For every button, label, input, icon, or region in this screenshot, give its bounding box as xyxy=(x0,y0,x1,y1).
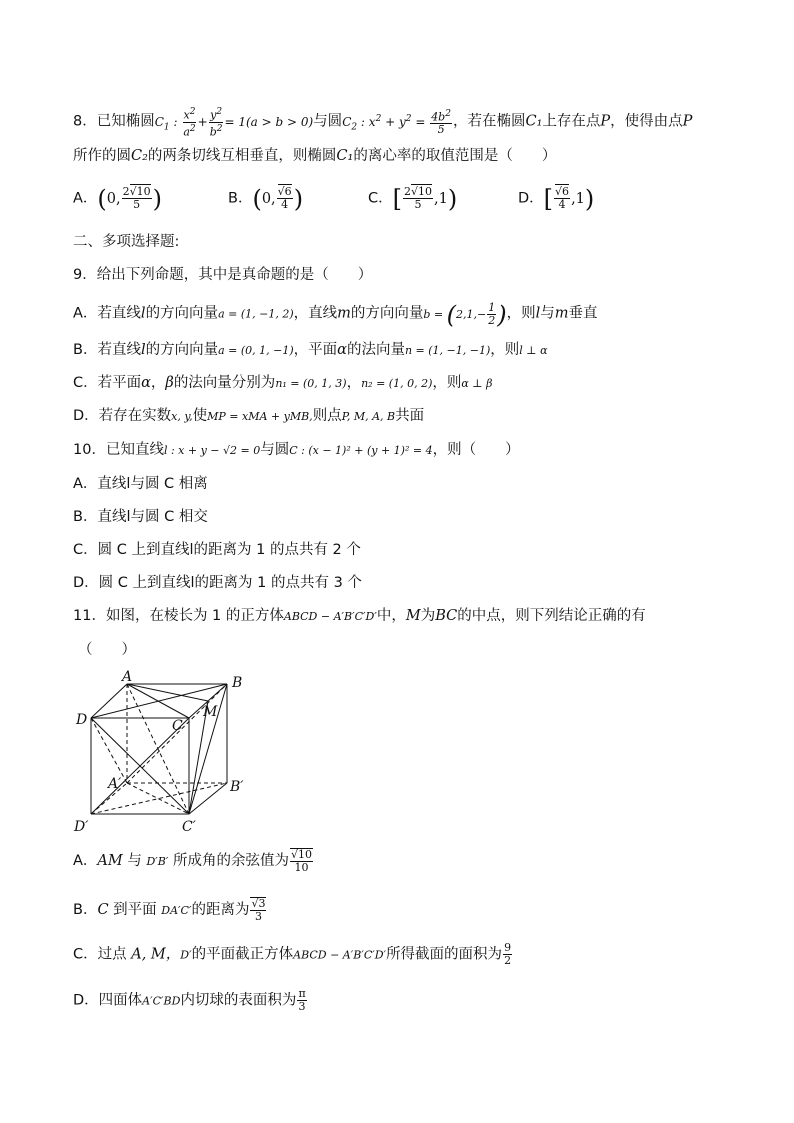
text: ，直线 xyxy=(293,305,338,322)
text: 与圆 xyxy=(260,442,290,458)
text: 的方向向量 xyxy=(145,342,219,358)
num: √10 xyxy=(290,848,312,861)
q11-option-d xyxy=(73,988,308,1013)
option-letter: D． xyxy=(73,408,99,424)
q9-option-a xyxy=(73,302,598,327)
text: 若直线 xyxy=(97,342,141,358)
text: 所成角的余弦值为 xyxy=(168,853,289,869)
q11-d-fraction xyxy=(297,988,306,1013)
text: 的方向向量 xyxy=(350,305,424,322)
diagonal-ac xyxy=(127,684,189,718)
q8-line2 xyxy=(73,146,556,166)
text: 的方向向量 xyxy=(145,305,219,322)
text: 的平面截正方体 xyxy=(191,946,294,963)
text: 所得截面的面积为 xyxy=(386,946,503,963)
text: AM xyxy=(97,853,123,869)
text: ，则 xyxy=(490,342,520,358)
var-m: m xyxy=(554,305,569,322)
q11-option-a xyxy=(73,848,314,874)
label-b: B xyxy=(232,675,243,691)
q8-point-p: P xyxy=(600,113,611,130)
q9-c-eq2: n₂ = (1, 0, 2) xyxy=(361,377,433,390)
text: 与 xyxy=(122,853,147,869)
text: 使 xyxy=(192,408,208,424)
num: 9 xyxy=(504,941,512,954)
text: 过点 xyxy=(97,946,132,963)
label-d-prime: D′ xyxy=(74,819,89,835)
q8-c1: C₁ xyxy=(336,148,354,164)
q10-option-a: A．直线l与圆 C 相离 xyxy=(73,476,208,492)
q10-circle-eq: C : (x − 1)² + (y + 1)² = 4 xyxy=(289,444,433,457)
q8-option-c-value: [ $\frac{2√10}{5}$ ,1) xyxy=(392,184,458,213)
text: 与 xyxy=(540,305,555,322)
text: 四面体 xyxy=(98,992,143,1009)
text: 共面 xyxy=(395,408,425,424)
q9-d-eq2: MP = xMA + yMB, xyxy=(207,410,313,423)
text: 的法向量分别为 xyxy=(173,375,276,391)
q9-stem: 9．给出下列命题，其中是真命题的是（ ） xyxy=(73,267,373,283)
q8-text: 上存在点 xyxy=(542,113,601,130)
q8-ellipse-eq: $C_1$ : $\frac{x^2}{a^2}$ + $\frac{y^2}{b^2}$ = 1(a > b > 0) xyxy=(154,107,314,139)
text: 的法向量 xyxy=(346,342,405,358)
q8-option-d xyxy=(518,186,594,211)
q8-text: ，若在椭圆 xyxy=(452,113,526,130)
q10-option-b: B．直线l与圆 C 相交 xyxy=(73,509,208,525)
text: 若平面 xyxy=(97,375,142,391)
text: ABCD − A′B′C′D′ xyxy=(293,948,387,962)
text: 若直线 xyxy=(97,305,141,322)
q8-line1 xyxy=(73,106,692,138)
num: √3 xyxy=(251,897,266,910)
q8-option-a xyxy=(73,186,162,211)
q9-b-eq1: a = (0, 1, −1) xyxy=(218,344,294,357)
q11-option-b xyxy=(73,897,267,923)
label-b-prime: B′ xyxy=(230,779,244,795)
label-c-prime: C′ xyxy=(182,819,196,835)
q11-b-fraction xyxy=(250,897,266,923)
text: 的中点，则下列结论正确的有 xyxy=(457,608,646,624)
text: ，则 xyxy=(432,375,462,391)
text: A′C′BD xyxy=(142,994,181,1008)
den: 3 xyxy=(298,1000,306,1013)
edge xyxy=(91,684,127,718)
q11-cube-name: ABCD − A′B′C′D′ xyxy=(283,610,377,623)
text: 则点 xyxy=(312,408,342,424)
text: ，则（ ） xyxy=(432,442,520,458)
label-d: D xyxy=(76,712,88,728)
q11-option-c xyxy=(73,942,513,967)
label-m: M xyxy=(203,704,218,720)
q11-a-fraction xyxy=(290,848,313,874)
q10-option-d: D．圆 C 上到直线l的距离为 1 的点共有 3 个 xyxy=(73,575,362,591)
den: 2 xyxy=(504,954,512,967)
q9-option-d xyxy=(73,406,424,427)
q10-stem xyxy=(73,440,520,461)
q8-text: 已知椭圆 xyxy=(96,113,155,130)
segment-ac-prime xyxy=(127,684,189,814)
q10-option-c: C．圆 C 上到直线l的距离为 1 的点共有 2 个 xyxy=(73,542,361,558)
q9-a-eq1: a = (1, −1, 2) xyxy=(218,307,294,321)
option-letter: D． xyxy=(518,190,544,207)
q9-option-b xyxy=(73,340,548,361)
q8-option-b-value: (0, $\frac{√6}{4}$ ) xyxy=(252,184,304,213)
label-a-prime: A′ xyxy=(108,776,122,792)
q8-text: 的两条切线互相垂直，则椭圆 xyxy=(147,148,337,164)
q8-option-c xyxy=(368,186,457,211)
q8-point-p: P xyxy=(682,113,693,130)
cube-figure xyxy=(70,668,260,838)
den: 10 xyxy=(294,861,309,874)
segment-da-prime xyxy=(91,718,127,783)
label-c: C xyxy=(172,718,183,734)
option-letter: B． xyxy=(73,342,98,358)
option-letter: D． xyxy=(73,992,99,1009)
q11-point-m: M xyxy=(405,608,421,624)
q8-option-b xyxy=(228,186,303,211)
text: 的距离为 xyxy=(191,902,250,918)
option-letter: A． xyxy=(73,853,98,869)
segment-a-prime-c-prime xyxy=(127,783,189,814)
text: 垂直 xyxy=(568,305,598,322)
q9-option-c xyxy=(73,373,493,394)
q11-paren: （ ） xyxy=(78,642,136,658)
option-letter: C． xyxy=(73,946,98,963)
q11-c-fraction xyxy=(503,942,512,967)
q9-b-eq2: n = (1, −1, −1) xyxy=(404,344,491,357)
text: 10．已知直线 xyxy=(73,442,164,458)
option-letter: C． xyxy=(368,190,393,207)
text: ， xyxy=(346,375,362,391)
var-beta: β xyxy=(165,375,174,391)
text: 到平面 xyxy=(108,902,162,918)
var-l: l xyxy=(140,305,146,322)
option-letter: B． xyxy=(73,902,98,918)
q9-a-eq2: b = (2,1,− $\frac{1}{2}$ ) xyxy=(423,300,507,329)
text: C xyxy=(97,902,109,918)
text: D′ xyxy=(180,948,192,962)
text: 若存在实数 xyxy=(98,408,172,424)
q10-line-eq: l : x + y − √2 = 0 xyxy=(163,444,261,457)
text: 内切球的表面积为 xyxy=(180,992,297,1009)
q8-c2: C₂ xyxy=(131,148,148,164)
var-alpha: α xyxy=(337,342,347,358)
q9-c-eq1: n₁ = (0, 1, 3) xyxy=(275,377,347,390)
q8-number: 8． xyxy=(73,113,97,130)
q8-text: ，使得由点 xyxy=(610,113,683,130)
var-l: l xyxy=(140,342,146,358)
text: A, xyxy=(131,946,147,963)
var-l: l xyxy=(535,305,541,322)
q9-b-eq3: l ⊥ α xyxy=(519,344,548,357)
q8-text: 的离心率的取值范围是（ ） xyxy=(353,148,557,164)
q11-stem xyxy=(73,606,646,627)
q8-c1: C₁ xyxy=(525,113,543,130)
var-alpha: α xyxy=(141,375,151,391)
text: M， xyxy=(146,946,181,963)
q9-d-eq3: P, M, A, B xyxy=(341,410,396,423)
option-letter: A． xyxy=(73,190,98,207)
q8-options xyxy=(73,184,773,213)
q11-segment-bc: BC xyxy=(435,608,458,624)
q8-circle-eq: $C_2$ : $x^2 + y^2$ = $\frac{4b^2}{5}$ xyxy=(342,108,451,137)
option-letter: A． xyxy=(73,305,98,322)
q8-text: 与圆 xyxy=(313,113,343,130)
text: DA′C′ xyxy=(161,904,192,917)
den: 3 xyxy=(254,910,262,923)
q8-text: 所作的圆 xyxy=(73,148,131,164)
text: ，平面 xyxy=(293,342,338,358)
text: 为 xyxy=(420,608,436,624)
label-a: A xyxy=(122,669,133,685)
text: ， xyxy=(150,375,166,391)
text: D′B′ xyxy=(146,855,169,868)
q9-d-eq1: x, y, xyxy=(171,410,193,423)
text: 11．如图，在棱长为 1 的正方体 xyxy=(73,608,284,624)
var-m: m xyxy=(337,305,351,322)
text: 中， xyxy=(376,608,406,624)
text: ，则 xyxy=(506,305,536,322)
section-heading: 二、多项选择题: xyxy=(73,234,180,250)
option-letter: C． xyxy=(73,375,98,391)
num: π xyxy=(298,987,306,1000)
q8-option-a-value: (0, $\frac{2√10}{5}$ ) xyxy=(97,184,163,213)
option-letter: B． xyxy=(228,190,253,207)
q9-c-eq3: α ⊥ β xyxy=(461,377,493,390)
q8-option-d-value: [ $\frac{√6}{4}$ ,1) xyxy=(543,184,595,213)
